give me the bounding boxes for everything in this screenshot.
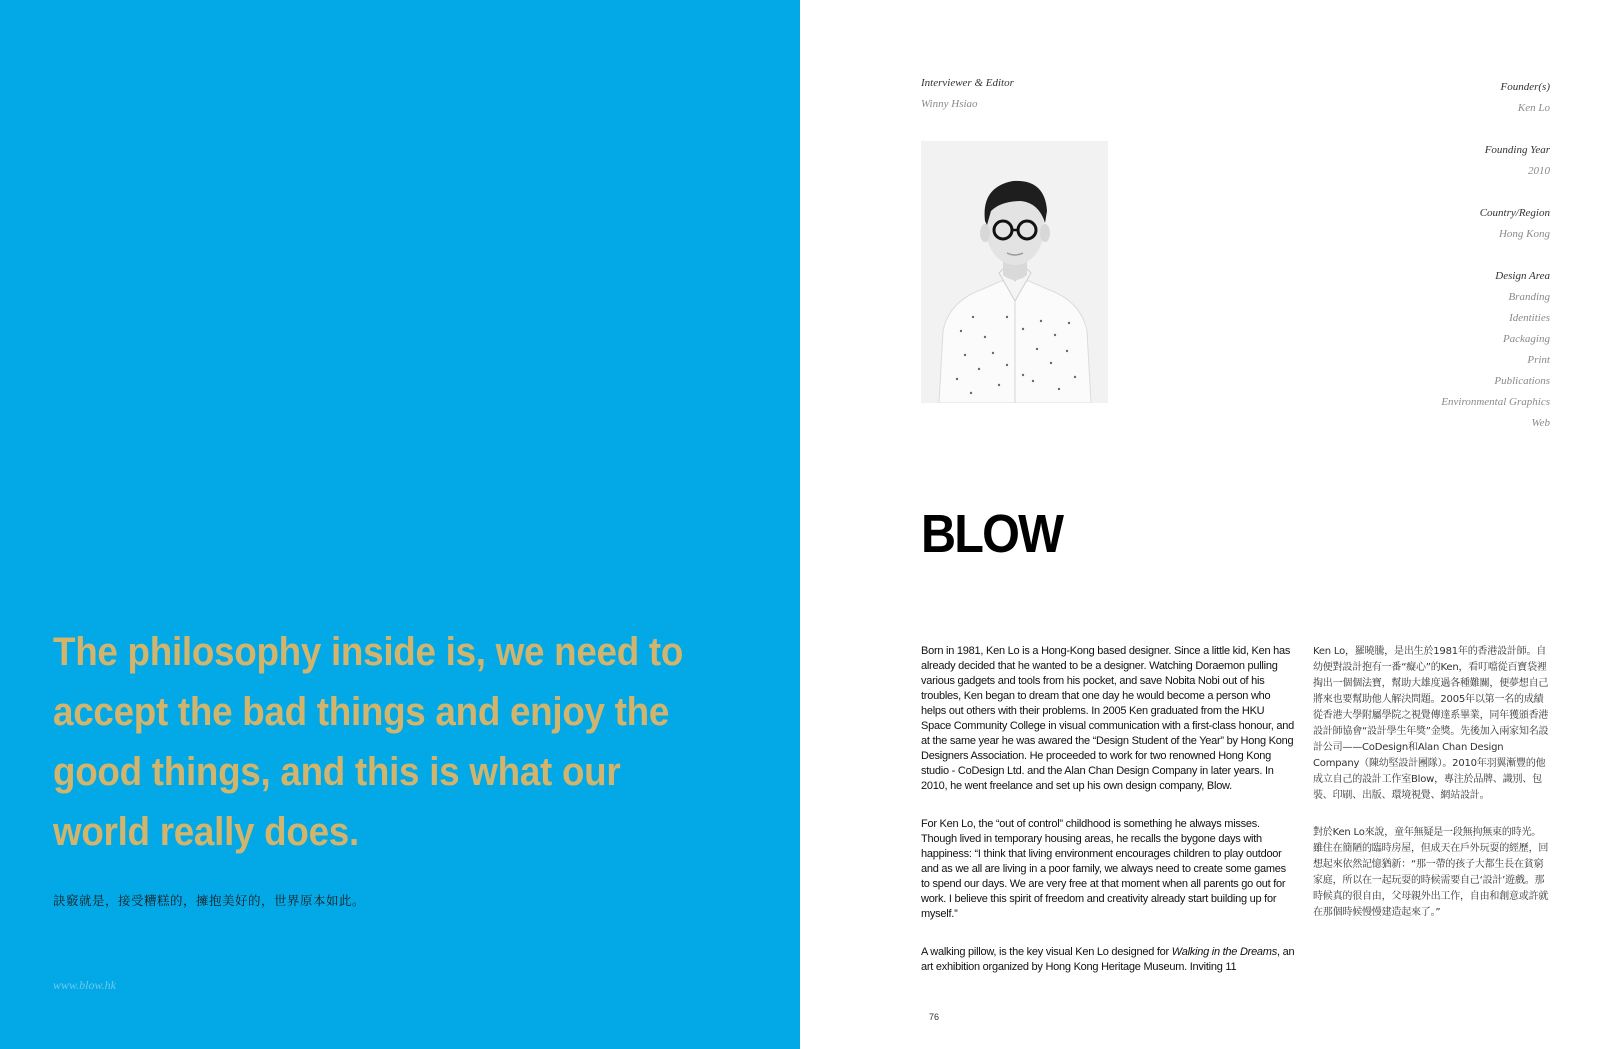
- english-paragraph-1: Born in 1981, Ken Lo is a Hong-Kong based designer. Since a little kid, Ken has already decided that he wanted to be a designer. Watching Doraemon pulling various gadgets and tools from his pocket, and save Nobita Nobi out of his troubles, Ken began to dream that one day he would become a person who helps out others with their problems. In 2005 Ken graduated from the HKU Space Community College in visual communication with a first-class honour, and at the same year he was awared the “Design Student of the Year” by Hong Kong Designers Association. He proceeded to work for two renowned Hong Kong studio - CoDesign Ltd. and the Alan Chan Design Company in later years. In 2010, he went freelance and set up his own design company, Blow.: [921, 645, 1295, 792]
- english-paragraph-2: For Ken Lo, the “out of control” childhood is something he always misses. Though lived in temporary housing areas, he recalls the bygone days with happiness: “I think that living environment encourages children to play outdoor and as we all are living in a poor family, we always need to create some games to spend our days. We are very free at that moment when all parents go out for work. I believe this spirit of freedom and creativity already start building up for myself.”: [921, 818, 1286, 920]
- english-paragraph-3: [921, 945, 1297, 975]
- design-area-item: Packaging: [1502, 333, 1550, 345]
- design-area-item: Environmental Graphics: [1441, 396, 1550, 408]
- pull-quote-chinese: 訣竅就是，接受糟糕的，擁抱美好的，世界原本如此。: [53, 893, 366, 908]
- english-body: [921, 644, 1297, 998]
- article-title: BLOW: [921, 504, 1063, 564]
- page-number: 76: [929, 1012, 940, 1022]
- portrait-illustration: [921, 141, 1108, 403]
- pull-quote: The philosophy inside is, we need to accept the bad things and enjoy the good things, and this is what our world really does.: [53, 630, 684, 854]
- design-area-item: Publications: [1494, 375, 1550, 387]
- design-area-label: Design Area: [1495, 270, 1550, 282]
- founding-year-label: Founding Year: [1484, 144, 1550, 156]
- paragraph-3-start: A walking pillow, is the key visual Ken Lo designed for: [921, 946, 1172, 958]
- design-area-item: Branding: [1508, 291, 1550, 303]
- chinese-paragraph-2: 對於Ken Lo來說，童年無疑是一段無拘無束的時光。雖住在簡陋的臨時房屋，但成天在戶外玩耍的經歷，回想起來依然記憶猶新：“那一帶的孩子大都生長在貧窮家庭，所以在一起玩耍的時候需要自己‘設計’遊戲。那時候真的很自由，父母親外出工作，自由和創意或許就在那個時候慢慢建造起來了。”: [1313, 827, 1549, 918]
- founders-value: Ken Lo: [1517, 102, 1550, 114]
- interviewer-name: Winny Hsiao: [921, 98, 978, 110]
- design-area-item: Web: [1531, 417, 1550, 429]
- right-page: [800, 0, 1600, 1049]
- design-area-item: Identities: [1509, 312, 1550, 324]
- chinese-body: [1313, 644, 1550, 942]
- design-area-item: Print: [1527, 354, 1550, 366]
- country-label: Country/Region: [1479, 207, 1550, 219]
- studio-info: [1250, 77, 1550, 434]
- portrait-photo: [921, 141, 1108, 403]
- chinese-paragraph-1: Ken Lo，羅曉騰，是出生於1981年的香港設計師。自幼便對設計抱有一番“癡心”的Ken，看叮噹從百寶袋裡掏出一個個法寶，幫助大雄度過各種難關，便夢想自己將來也要幫助他人解決問題。2005年以第一名的成績從香港大學附屬學院之視覺傳達系畢業，同年獲頒香港設計師協會“設計學生年獎”金獎。先後加入兩家知名設計公司——CoDesign和Alan Chan Design Company（陳幼堅設計團隊）。2010年羽翼漸豐的他成立自己的設計工作室Blow，專注於品牌、識別、包裝、印刷、出版、環境視覺、網站設計。: [1313, 646, 1549, 801]
- founders-label: Founder(s): [1500, 81, 1550, 93]
- founding-year-value: 2010: [1528, 165, 1550, 177]
- interviewer-label: Interviewer & Editor: [921, 77, 1014, 89]
- website-link[interactable]: www.blow.hk: [53, 978, 116, 992]
- paragraph-3-end: , an art exhibition organized by Hong Kong Heritage Museum. Inviting 11: [921, 946, 1295, 973]
- country-value: Hong Kong: [1498, 228, 1550, 240]
- exhibition-title: Walking in the Dreams: [1171, 946, 1277, 958]
